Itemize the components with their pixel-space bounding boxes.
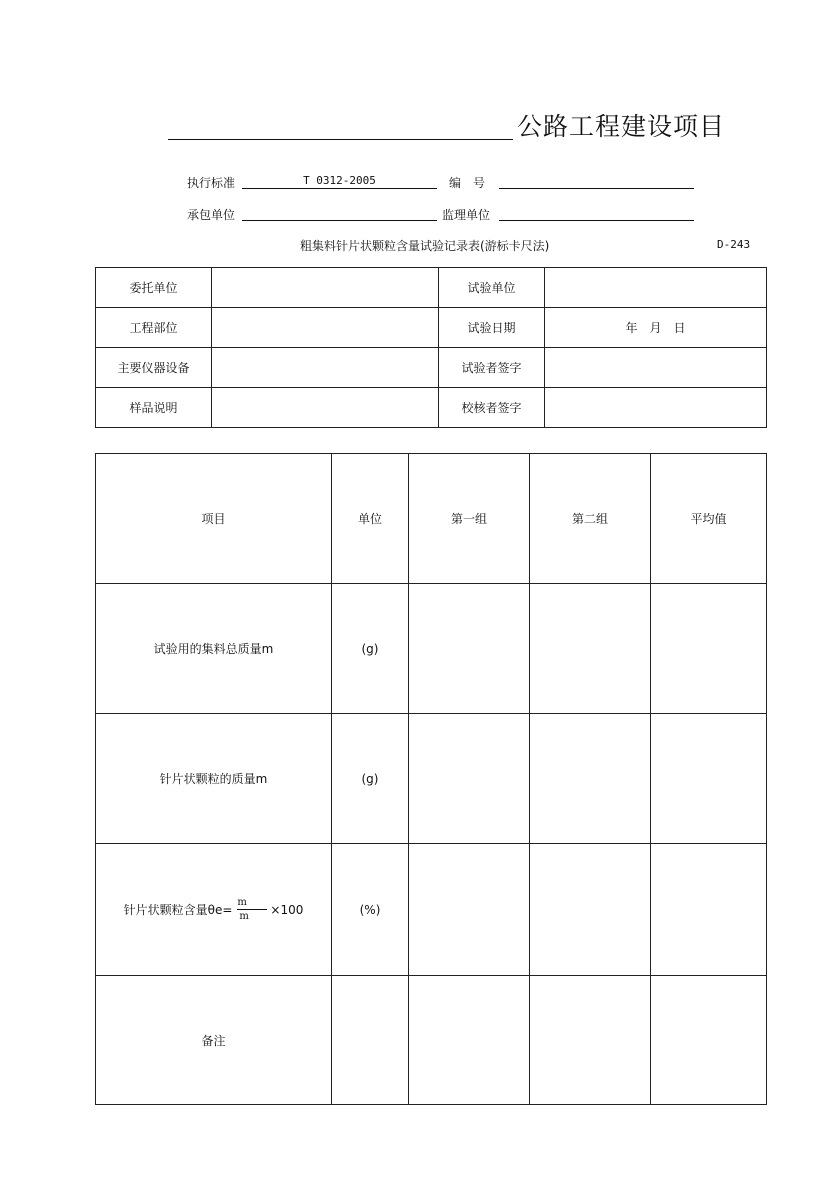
header-row bbox=[96, 454, 767, 584]
info-value-cell[interactable] bbox=[212, 308, 439, 348]
test-date-cell[interactable]: 年 月 日 bbox=[545, 308, 767, 348]
info-value-cell[interactable] bbox=[212, 348, 439, 388]
info-label: 校核者签字 bbox=[439, 388, 545, 428]
info-value-cell[interactable] bbox=[545, 388, 767, 428]
unit-cell: (g) bbox=[332, 584, 409, 714]
header-average: 平均值 bbox=[651, 454, 767, 584]
group2-cell[interactable] bbox=[530, 844, 651, 976]
group1-cell[interactable] bbox=[409, 976, 530, 1105]
info-label: 样品说明 bbox=[96, 388, 212, 428]
info-row bbox=[96, 348, 767, 388]
average-cell[interactable] bbox=[651, 844, 767, 976]
average-cell[interactable] bbox=[651, 976, 767, 1105]
group1-cell[interactable] bbox=[409, 584, 530, 714]
info-label: 主要仪器设备 bbox=[96, 348, 212, 388]
group2-cell[interactable] bbox=[530, 584, 651, 714]
info-row bbox=[96, 268, 767, 308]
group2-cell[interactable] bbox=[530, 976, 651, 1105]
item-label: 针片状颗粒的质量m bbox=[96, 714, 332, 844]
formula-prefix: 针片状颗粒含量θe= bbox=[123, 903, 233, 917]
info-table bbox=[95, 267, 767, 428]
page-title: 公路工程建设项目 bbox=[517, 112, 726, 141]
table-row bbox=[96, 976, 767, 1105]
unit-cell: (g) bbox=[332, 714, 409, 844]
info-value-cell[interactable] bbox=[545, 348, 767, 388]
info-row bbox=[96, 308, 767, 348]
content-formula bbox=[124, 897, 304, 922]
project-name-line[interactable] bbox=[168, 139, 513, 140]
unit-cell: (%) bbox=[332, 844, 409, 976]
info-label: 委托单位 bbox=[96, 268, 212, 308]
header-item: 项目 bbox=[96, 454, 332, 584]
form-subtitle: 粗集料针片状颗粒含量试验记录表(游标卡尺法) bbox=[300, 239, 550, 253]
header-group1: 第一组 bbox=[409, 454, 530, 584]
item-label bbox=[96, 844, 332, 976]
info-label: 试验者签字 bbox=[439, 348, 545, 388]
fraction-denominator: m bbox=[239, 911, 249, 922]
fraction-numerator: m bbox=[237, 897, 267, 910]
formula-suffix: ×100 bbox=[270, 902, 304, 917]
group1-cell[interactable] bbox=[409, 714, 530, 844]
info-label: 试验单位 bbox=[439, 268, 545, 308]
header-unit: 单位 bbox=[332, 454, 409, 584]
table-row bbox=[96, 844, 767, 976]
data-table bbox=[95, 453, 767, 1105]
info-value-cell[interactable] bbox=[212, 388, 439, 428]
contractor-label: 承包单位 bbox=[187, 208, 236, 222]
table-row bbox=[96, 584, 767, 714]
info-value-cell[interactable] bbox=[212, 268, 439, 308]
form-code: D-243 bbox=[717, 238, 751, 251]
info-row bbox=[96, 388, 767, 428]
info-value-cell[interactable] bbox=[545, 268, 767, 308]
number-label: 编 号 bbox=[449, 176, 486, 190]
header-group2: 第二组 bbox=[530, 454, 651, 584]
standard-label: 执行标准 bbox=[187, 176, 236, 190]
contractor-field[interactable] bbox=[242, 206, 437, 221]
supervisor-field[interactable] bbox=[499, 206, 694, 221]
group2-cell[interactable] bbox=[530, 714, 651, 844]
number-field[interactable] bbox=[499, 174, 694, 189]
supervisor-label: 监理单位 bbox=[442, 208, 491, 222]
standard-field[interactable]: T 0312-2005 bbox=[242, 174, 437, 189]
item-label: 备注 bbox=[96, 976, 332, 1105]
unit-cell[interactable] bbox=[332, 976, 409, 1105]
average-cell[interactable] bbox=[651, 714, 767, 844]
group1-cell[interactable] bbox=[409, 844, 530, 976]
info-label: 工程部位 bbox=[96, 308, 212, 348]
average-cell[interactable] bbox=[651, 584, 767, 714]
info-label: 试验日期 bbox=[439, 308, 545, 348]
formula-fraction bbox=[237, 897, 267, 922]
item-label: 试验用的集料总质量m bbox=[96, 584, 332, 714]
table-row bbox=[96, 714, 767, 844]
